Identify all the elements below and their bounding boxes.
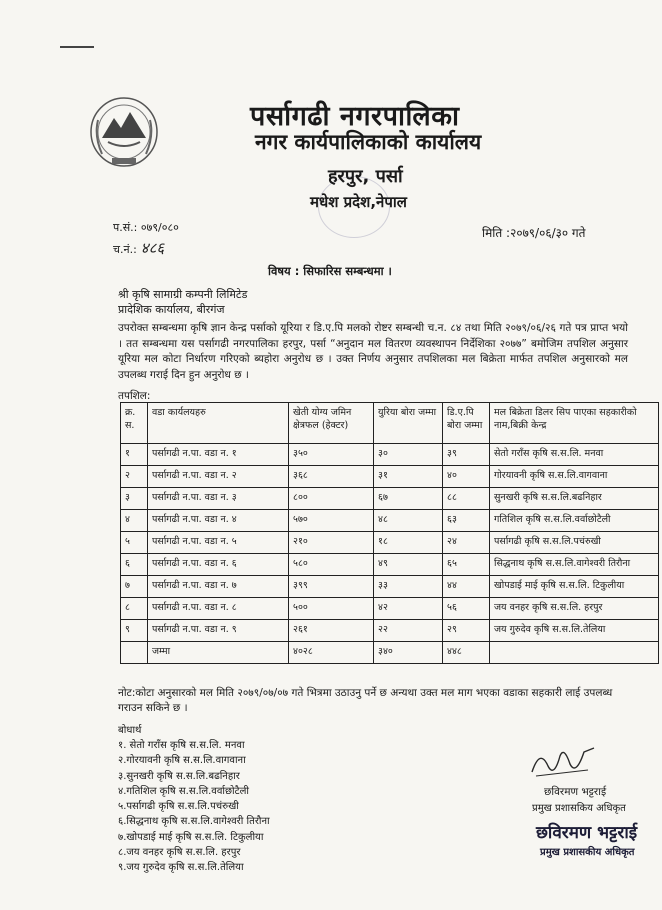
- signature-stamp-title: प्रमुख प्रशासकीय अधिकृत: [540, 847, 635, 858]
- fertilizer-quota-table: [120, 402, 659, 664]
- cc-item: ८.जय वनहर कृषि स.स.लि. हरपुर: [118, 847, 241, 859]
- total-dealer: [490, 642, 659, 664]
- header-urea: युरिया बोरा जम्मा: [374, 403, 443, 444]
- total-dap: ४४८: [443, 642, 490, 664]
- cell-area: ५८०: [289, 554, 374, 576]
- cell-dap: २९: [443, 620, 490, 642]
- municipality-name: पर्सागढी नगरपालिका: [250, 101, 460, 132]
- table-row: [121, 598, 659, 620]
- cc-item: ४.गतिशिल कृषि स.स.लि.वर्वाछोटैली: [118, 785, 250, 797]
- cell-dealer: पर्सागढी कृषि स.स.लि.पचंरुखी: [490, 532, 659, 554]
- table-row: [121, 466, 659, 488]
- letter-date: मिति :२०७९/०६/३० गते: [482, 226, 586, 240]
- total-sn: [121, 642, 148, 664]
- quota-note: नोट:कोटा अनुसारको मल मिति २०७९/०७/०७ गते भित्रमा उठाउनु पर्ने छ अन्यथा उक्त मल माग भएका वडाका सहकारी लाई उपलब्ध गराउन सकिने छ ।: [118, 687, 613, 714]
- office-location: हरपुर, पर्सा: [328, 166, 403, 187]
- cell-dealer: गोरयावनी कृषि स.स.लि.वागवाना: [490, 466, 659, 488]
- cell-dealer: जय वनहर कृषि स.स.लि. हरपुर: [490, 598, 659, 620]
- header-ward: वडा कार्यलयहरु: [148, 403, 289, 444]
- table-row: [121, 444, 659, 466]
- total-urea: ३४०: [374, 642, 443, 664]
- header-dap: डि.ए.पि बोरा जम्मा: [443, 403, 490, 444]
- cc-item: २.गोरयावनी कृषि स.स.लि.वागवाना: [118, 755, 246, 767]
- cell-urea: ४८: [374, 510, 443, 532]
- details-label: तपशिल:: [118, 390, 151, 402]
- cell-ward: पर्सागढी न.पा. वडा न. ८: [148, 598, 289, 620]
- cell-sn: ७: [121, 576, 148, 598]
- cell-dealer: गतिशिल कृषि स.स.लि.वर्वाछोटैली: [490, 510, 659, 532]
- cell-dealer: सेतो गराँस कृषि स.स.लि. मनवा: [490, 444, 659, 466]
- cell-urea: ६७: [374, 488, 443, 510]
- cc-list: [118, 738, 270, 876]
- dispatch-number: [113, 238, 164, 258]
- cell-ward: पर्सागढी न.पा. वडा न. १: [148, 444, 289, 466]
- cc-item: ३.सुनखरी कृषि स.स.लि.बढनिहार: [118, 770, 240, 782]
- cell-ward: पर्सागढी न.पा. वडा न. ६: [148, 554, 289, 576]
- addressee-name: श्री कृषि सामाग्री कम्पनी लिमिटेड: [118, 288, 248, 301]
- cell-sn: ८: [121, 598, 148, 620]
- cc-title: बोधार्थ: [118, 725, 142, 736]
- header-sn: क्र. स.: [121, 403, 148, 444]
- table-row: [121, 576, 659, 598]
- cell-area: २१०: [289, 532, 374, 554]
- letter-subject: विषय : सिफारिस सम्बन्धमा ।: [268, 264, 392, 278]
- cell-dap: ६३: [443, 510, 490, 532]
- cell-sn: २: [121, 466, 148, 488]
- cell-dap: ५६: [443, 598, 490, 620]
- nepal-emblem-icon: [88, 92, 160, 170]
- cell-dap: २४: [443, 532, 490, 554]
- total-area: ४०२८: [289, 642, 374, 664]
- cell-area: ३६८: [289, 466, 374, 488]
- signatory-title: प्रमुख प्रशासकिय अधिकृत: [532, 803, 626, 814]
- table-total-row: [121, 642, 659, 664]
- total-label: जम्मा: [148, 642, 289, 664]
- cell-sn: ६: [121, 554, 148, 576]
- cell-urea: ४२: [374, 598, 443, 620]
- cell-dap: ४०: [443, 466, 490, 488]
- office-name: नगर कार्यपालिकाको कार्यालय: [255, 130, 482, 154]
- cell-dap: ३९: [443, 444, 490, 466]
- cc-item: ७.खोपडाई माई कृषि स.स.लि. टिकुलीया: [118, 831, 264, 843]
- table-row: [121, 510, 659, 532]
- cell-area: ८००: [289, 488, 374, 510]
- cell-sn: ४: [121, 510, 148, 532]
- addressee-office: प्रादेशिक कार्यालय, बीरगंज: [118, 303, 225, 316]
- dispatch-number-value: ४८६: [140, 239, 165, 257]
- signature-stamp-name: छविरमण भट्टराई: [536, 823, 638, 843]
- cell-area: २६१: [289, 620, 374, 642]
- header-dealer: मल बिक्रेता डिलर सिप पाएका सहकारीको नाम,बिक्री केन्द्र: [490, 403, 659, 444]
- signature-scribble: [528, 742, 598, 780]
- cell-sn: १: [121, 444, 148, 466]
- cell-urea: २२: [374, 620, 443, 642]
- header-area: खेती योग्य जमिन क्षेत्रफल (हेक्टर): [289, 403, 374, 444]
- cell-dap: ४४: [443, 576, 490, 598]
- cell-urea: ३०: [374, 444, 443, 466]
- cell-dealer: सुनखरी कृषि स.स.लि.बढनिहार: [490, 488, 659, 510]
- cell-area: ३५०: [289, 444, 374, 466]
- table-header-row: [121, 403, 659, 444]
- cell-area: ५००: [289, 598, 374, 620]
- cc-item: ५.पर्सागढी कृषि स.स.लि.पचंरुखी: [118, 801, 239, 813]
- cell-dap: ६५: [443, 554, 490, 576]
- cell-ward: पर्सागढी न.पा. वडा न. २: [148, 466, 289, 488]
- table-row: [121, 554, 659, 576]
- cell-sn: ३: [121, 488, 148, 510]
- table-row: [121, 620, 659, 642]
- cell-dealer: जय गुरुदेव कृषि स.स.लि.तेलिया: [490, 620, 659, 642]
- cell-dap: ८८: [443, 488, 490, 510]
- cell-urea: ३३: [374, 576, 443, 598]
- cell-sn: ५: [121, 532, 148, 554]
- table-row: [121, 532, 659, 554]
- cc-item: ९.जय गुरुदेव कृषि स.स.लि.तेलिया: [118, 862, 244, 874]
- cell-urea: ३१: [374, 466, 443, 488]
- fiscal-year: प.सं.: ०७९/०८०: [113, 221, 179, 234]
- letter-body: उपरोक्त सम्बन्धमा कृषि ज्ञान केन्द्र पर्साको यूरिया र डि.ए.पि मलको रोष्टर सम्बन्धी च.न. ८४ तथा मिति २०७९/०६/२६ गते पत्र प्राप्त भयो । तत सम्बन्धमा यस पर्सागढी नगरपालिका हरपुर, पर्सा “अनुदान मल वितरण व्यवस्थापन निर्देशिका २०७७” बमोजिम तपशिल अनुसार यूरिया मल कोटा निर्धारण गरिएको ब्यहोरा अनुरोध छ । उक्त निर्णय अनुसार तपशिलका मल बिक्रेता मार्फत तपशिल अनुसारको मल उपलब्ध गराई दिन हुन अनुरोध छ ।: [118, 322, 628, 381]
- cell-area: ३९९: [289, 576, 374, 598]
- cc-item: १. सेतो गराँस कृषि स.स.लि. मनवा: [118, 740, 245, 751]
- cell-ward: पर्सागढी न.पा. वडा न. ७: [148, 576, 289, 598]
- cell-dealer: सिद्धनाथ कृषि स.स.लि.वागेश्वरी तिरौना: [490, 554, 659, 576]
- cell-urea: ४९: [374, 554, 443, 576]
- cell-urea: १८: [374, 532, 443, 554]
- cell-area: ५७०: [289, 510, 374, 532]
- cell-ward: पर्सागढी न.पा. वडा न. ९: [148, 620, 289, 642]
- cell-ward: पर्सागढी न.पा. वडा न. ५: [148, 532, 289, 554]
- corner-mark: [60, 46, 94, 48]
- cell-ward: पर्सागढी न.पा. वडा न. ३: [148, 488, 289, 510]
- office-province: मधेश प्रदेश,नेपाल: [310, 193, 407, 211]
- signatory-name: छविरमण भट्टराई: [544, 786, 607, 798]
- cell-sn: ९: [121, 620, 148, 642]
- cell-ward: पर्सागढी न.पा. वडा न. ४: [148, 510, 289, 532]
- cell-dealer: खोपडाई माई कृषि स.स.लि. टिकुलीया: [490, 576, 659, 598]
- table-row: [121, 488, 659, 510]
- cc-item: ६.सिद्धनाथ कृषि स.स.लि.वागेश्वरी तिरौना: [118, 816, 270, 828]
- dispatch-number-label: च.नं.:: [113, 243, 137, 256]
